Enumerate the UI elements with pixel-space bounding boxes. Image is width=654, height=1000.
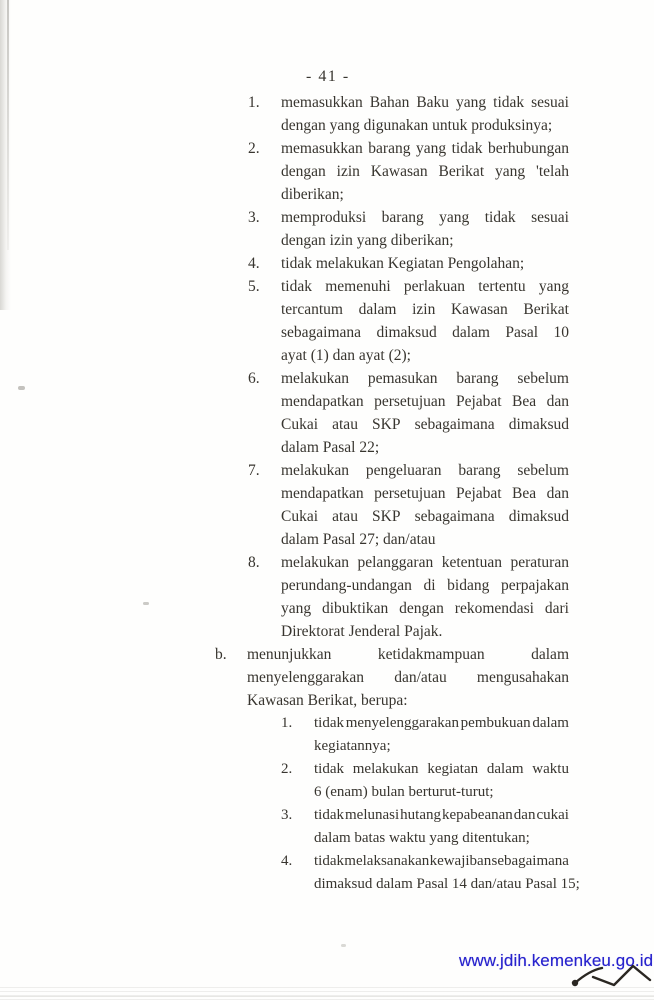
text-line: memasukkan barang yang tidak berhubungan [281,140,569,157]
scan-edge-artifact [0,0,11,310]
text-line: perundang-undangan di bidang perpajakan [281,577,569,594]
text-line: kegiatannya; [314,738,391,754]
document-body [215,91,580,896]
list-item-marker: 2. [281,761,293,777]
list-item [248,206,569,252]
list-item-marker: 1. [281,715,293,731]
list-item [248,91,569,137]
list-item-text [281,137,569,206]
pen-scribble-mark [560,955,654,995]
text-line: melakukan pelanggaran ketentuan peraturan [281,554,569,571]
list-item [281,850,580,896]
scan-speck [143,602,149,605]
text-line: dalam Pasal 27; dan/atau [281,531,436,548]
list-item-marker: 4. [281,853,293,869]
page-number: - 41 - [306,68,350,85]
text-line: tidak melakukan Kegiatan Pengolahan; [281,255,525,272]
text-line: diberikan; [281,186,344,203]
scan-speck [18,386,25,390]
text-line: dengan izin yang diberikan; [281,232,454,249]
text-line: tidak menyelenggarakan pembukuan dalam [314,715,569,731]
text-line: mendapatkan persetujuan Pejabat Bea dan [281,393,569,410]
list-item [281,712,569,758]
text-line: melakukan pengeluaran barang sebelum [281,462,569,479]
list-item [281,804,569,850]
list-item-text [281,551,569,643]
text-line: tidak memenuhi perlakuan tertentu yang [281,278,569,295]
scan-bottom-line-artifact [0,996,654,997]
list-item-text [247,643,569,712]
list-item-marker: 4. [248,255,260,272]
text-line: tidak melakukan kegiatan dalam waktu [314,761,569,777]
list-item-text [281,459,569,551]
text-line: menyelenggarakan dan/atau mengusahakan [247,669,569,686]
text-line: memproduksi barang yang tidak sesuai [281,209,569,226]
list-item [281,758,569,804]
list-item-marker: 3. [281,807,293,823]
list-item-text [281,367,569,459]
list-item [248,137,569,206]
text-line: melakukan pemasukan barang sebelum [281,370,569,387]
text-line: tercantum dalam izin Kawasan Berikat [281,301,569,318]
text-line: yang dibuktikan dengan rekomendasi dari [281,600,569,617]
list-item-text [281,252,569,275]
list-item-text [281,275,569,367]
list-item-marker: 2. [248,140,260,157]
list-item-text [314,850,580,896]
text-line: memasukkan Bahan Baku yang tidak sesuai [281,94,569,111]
text-line: menunjukkan ketidakmampuan dalam [247,646,569,663]
text-line: tidak melaksanakan kewajiban sebagaimana [314,853,569,869]
list-item-text [314,758,569,804]
list-item-marker: 3. [248,209,260,226]
text-line: dengan yang digunakan untuk produksinya; [281,117,553,134]
list-item-text [314,804,569,850]
text-line: Cukai atau SKP sebagaimana dimaksud [281,416,569,433]
list-item-marker: b. [215,646,227,663]
list-item-text [314,712,569,758]
text-line: Direktorat Jenderal Pajak. [281,623,443,640]
text-line: Kawasan Berikat, berupa: [247,692,408,709]
text-line: dalam Pasal 22; [281,439,380,456]
list-item-marker: 5. [248,278,260,295]
list-item [248,551,569,643]
list-item [215,643,569,712]
text-line: mendapatkan persetujuan Pejabat Bea dan [281,485,569,502]
text-line: dimaksud dalam Pasal 14 dan/atau Pasal 15; [314,876,580,892]
list-item-marker: 1. [248,94,260,111]
scan-edge-line-artifact [7,0,9,250]
text-line: sebagaimana dimaksud dalam Pasal 10 [281,324,569,341]
text-line: ayat (1) dan ayat (2); [281,347,411,364]
list-item-text [281,206,569,252]
footer-url-link[interactable]: www.jdih.kemenkeu.go.id [459,951,654,970]
list-item [248,252,569,275]
text-line: tidak melunasi hutang kepabeanan dan cukai [314,807,569,823]
list-item-marker: 6. [248,370,260,387]
scan-speck [341,944,346,947]
list-item-marker: 8. [248,554,260,571]
list-item-marker: 7. [248,462,260,479]
list-item [248,275,569,367]
text-line: dalam batas waktu yang ditentukan; [314,830,530,846]
text-line: Cukai atau SKP sebagaimana dimaksud [281,508,569,525]
scan-bottom-stripes-artifact [0,984,654,1000]
text-line: dengan izin Kawasan Berikat yang 'telah [281,163,569,180]
text-line: 6 (enam) bulan berturut-turut; [314,784,494,800]
list-item [248,459,569,551]
list-item [248,367,569,459]
list-item-text [281,91,569,137]
